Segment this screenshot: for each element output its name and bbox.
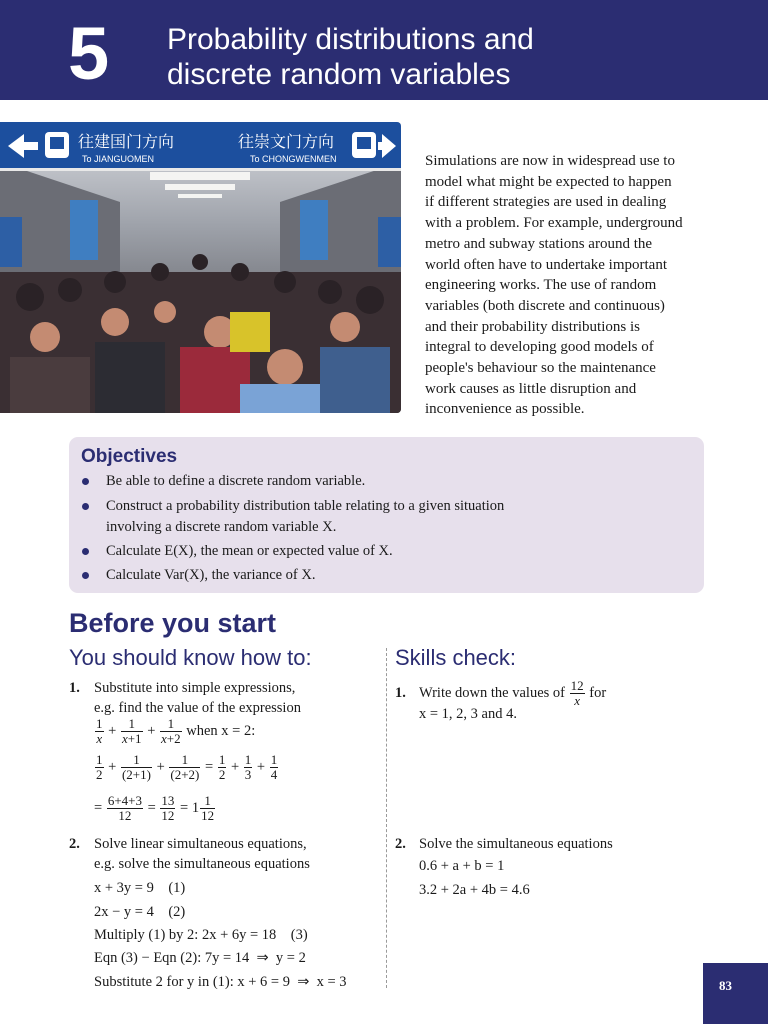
equation-b: 3.2 + 2a + 4b = 4.6 — [419, 882, 530, 898]
intro-line: integral to developing good models of — [425, 339, 654, 356]
sign-right-english: To CHONGWENMEN — [250, 154, 337, 164]
before-you-start-heading: Before you start — [69, 608, 277, 638]
intro-line: engineering works. The use of random — [425, 277, 657, 294]
intro-paragraph — [425, 151, 715, 420]
intro-line: world often have to undertake important — [425, 256, 668, 273]
objectives-title: Objectives — [81, 446, 178, 467]
intro-line: metro and subway stations around the — [425, 235, 653, 252]
bullet-icon — [82, 572, 89, 579]
intro-line: variables (both discrete and continuous) — [425, 297, 665, 314]
know-item-text: Solve linear simultaneous equations, — [94, 836, 307, 852]
skills-check-heading: Skills check: — [395, 645, 517, 670]
objective-item: Construct a probability distribution table relating to a given situation involving a discrete random variable X. — [106, 496, 576, 537]
when-text: when x = 2: — [186, 722, 256, 739]
equation-a: 0.6 + a + b = 1 — [419, 858, 505, 874]
intro-line: if different strategies are used in dealing — [425, 194, 667, 211]
math-expression: $\frac{1}{x}$ + $\frac{1}{x+1}$ + $\frac{1}{x+2}$ when x = 2: — [96, 716, 256, 746]
equation-2: 2x − y = 4 (2) — [94, 904, 186, 920]
know-item-text: e.g. find the value of the expression — [94, 700, 301, 716]
intro-line: model what might be expected to happen — [425, 173, 672, 190]
intro-line: Simulations are now in widespread use to — [425, 153, 675, 169]
bullet-icon — [82, 478, 89, 485]
know-item-text: Substitute into simple expressions, — [94, 680, 296, 696]
chapter-title-line2: discrete random variables — [167, 58, 511, 91]
objectives-box — [69, 437, 704, 593]
intro-line: with a problem. For example, underground — [425, 215, 683, 232]
sign-right-chinese: 往崇文门方向 — [238, 132, 335, 151]
solution-step: Eqn (3) − Eqn (2): 7y = 14 ⇒ y = 2 — [94, 950, 306, 966]
intro-line: people's behaviour so the maintenance — [425, 360, 656, 377]
chapter-title-line1: Probability distributions and — [167, 23, 534, 56]
intro-line: inconvenience as possible. — [425, 401, 585, 418]
intro-line: and their probability distributions is — [425, 318, 640, 335]
you-should-know-heading: You should know how to: — [69, 645, 312, 670]
bullet-icon — [82, 548, 89, 555]
solution-step: Substitute 2 for y in (1): x + 6 = 9 ⇒ x = 3 — [94, 974, 347, 990]
objective-item: Be able to define a discrete random variable. — [106, 471, 576, 492]
know-item-number: 2. — [69, 836, 80, 852]
skills-item-number: 1. — [395, 685, 406, 701]
math-substitution: $\frac{1}{2}$ + $\frac{1}{(2+1)}$ + $\frac{1}{(2+2)}$ = $\frac{1}{2}$ + $\frac{1}{3}$ + $\frac{1}{4}$ — [96, 752, 278, 782]
skills-item-number: 2. — [395, 836, 406, 852]
intro-line: work causes as little disruption and — [425, 380, 637, 397]
objective-item: Calculate Var(X), the variance of X. — [106, 565, 576, 586]
bullet-icon — [82, 503, 89, 510]
objective-item: Calculate E(X), the mean or expected value of X. — [106, 541, 576, 562]
chapter-title — [167, 22, 727, 92]
skills-item-text: x = 1, 2, 3 and 4. — [419, 706, 517, 722]
column-divider — [386, 648, 387, 988]
page-number: 83 — [719, 978, 732, 993]
subway-crowd-photo — [0, 122, 401, 413]
solution-step: Multiply (1) by 2: 2x + 6y = 18 (3) — [94, 927, 308, 943]
skills-item-text: Solve the simultaneous equations — [419, 836, 613, 852]
know-item-number: 1. — [69, 680, 80, 696]
know-item-text: e.g. solve the simultaneous equations — [94, 856, 310, 872]
equation-1: x + 3y = 9 (1) — [94, 880, 186, 896]
sign-left-english: To JIANGUOMEN — [82, 154, 155, 164]
sign-left-chinese: 往建国门方向 — [78, 132, 175, 151]
skills-item-text: Write down the values of $\frac{12}{x}$ for — [419, 678, 607, 708]
math-result: = $\frac{6+4+3}{12}$ = $\frac{13}{12}$ = 1 $\frac{1}{12}$ — [94, 793, 215, 823]
chapter-number: 5 — [68, 12, 110, 95]
